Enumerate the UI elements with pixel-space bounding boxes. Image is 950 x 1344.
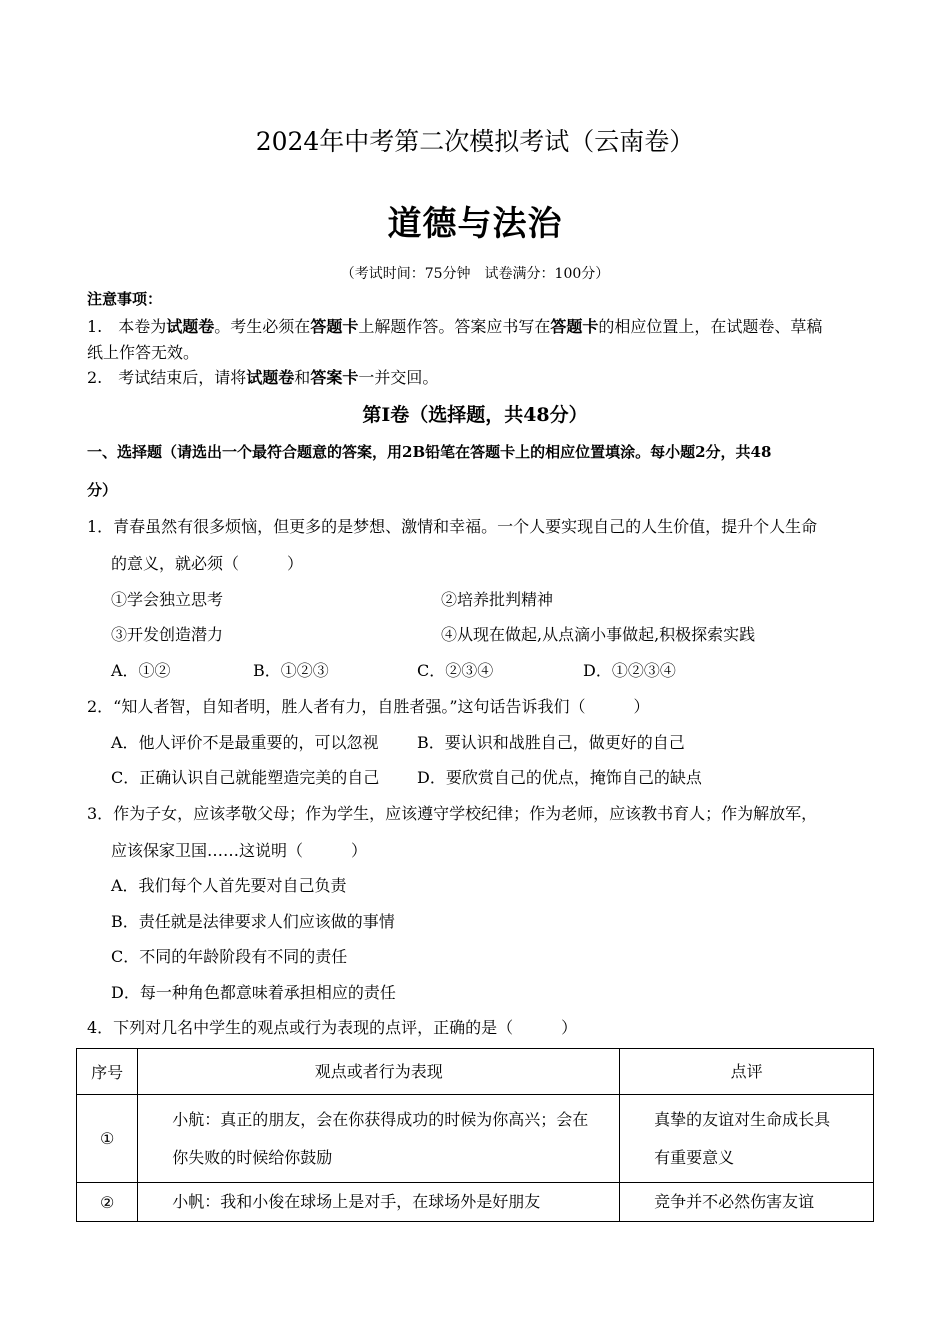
header-cell-comment: 点评 [620, 1049, 874, 1095]
exam-info: （考试时间：75分钟 试卷满分：100分） [340, 266, 610, 282]
header-cell-view: 观点或者行为表现 [138, 1049, 620, 1095]
bold-term: 答题卡 [550, 317, 599, 336]
row-view: 小航：真正的朋友，会在你获得成功的时候为你高兴；会在 你失败的时候给你鼓励 [138, 1095, 620, 1183]
q1-option-c: C．②③④ [417, 661, 494, 680]
q2-stem: 2．“知人者智，自知者明，胜人者有力，自胜者强。”这句话告诉我们（ ） [87, 697, 650, 716]
q1-statement-1: ①学会独立思考 [111, 590, 224, 609]
q2-option-c: C．正确认识自己就能塑造完美的自己 [111, 768, 380, 787]
part-instructions: 一、选择题（请选出一个最符合题意的答案，用2B铅笔在答题卡上的相应位置填涂。每小题2分，共48 [87, 443, 772, 461]
q2-option-d: D．要欣赏自己的优点，掩饰自己的缺点 [417, 768, 702, 787]
bold-term: 试题卷 [166, 317, 215, 336]
header-cell-number: 序号 [77, 1049, 138, 1095]
row-number: ① [77, 1095, 138, 1183]
q1-statement-2: ②培养批判精神 [441, 590, 554, 609]
q2-option-a: A．他人评价不是最重要的，可以忽视 [111, 733, 379, 752]
part-instructions-cont: 分） [87, 481, 118, 499]
q3-stem: 3．作为子女，应该孝敬父母；作为学生，应该遵守学校纪律；作为老师，应该教书育人；作为解放军， [87, 804, 818, 823]
bold-term: 答案卡 [310, 368, 359, 387]
notice-item-1: 1. 本卷为试题卷。考生必须在答题卡上解题作答。答案应书写在答题卡的相应位置上，在试题卷、草稿 [87, 317, 823, 336]
q2-option-b: B．要认识和战胜自己，做更好的自己 [417, 733, 685, 752]
row-view: 小帆：我和小俊在球场上是对手，在球场外是好朋友 [138, 1183, 620, 1222]
table-row [77, 1183, 874, 1222]
notice-item-2: 2. 考试结束后，请将试题卷和答案卡一并交回。 [87, 368, 439, 387]
q1-option-a: A．①② [111, 661, 171, 680]
notice-item-1-cont: 纸上作答无效。 [87, 343, 200, 362]
exam-title: 2024年中考第二次模拟考试（云南卷） [255, 127, 695, 156]
q3-option-d: D．每一种角色都意味着承担相应的责任 [111, 983, 396, 1002]
q3-option-a: A．我们每个人首先要对自己负责 [111, 876, 347, 895]
section-title: 第Ⅰ卷（选择题，共48分） [362, 404, 588, 426]
table-row [77, 1095, 874, 1183]
row-comment: 真挚的友谊对生命成长具 有重要意义 [620, 1095, 874, 1183]
q3-stem-cont: 应该保家卫国……这说明（ ） [111, 841, 368, 860]
table-header-row [77, 1049, 874, 1095]
q1-stem: 1．青春虽然有很多烦恼，但更多的是梦想、激情和幸福。一个人要实现自己的人生价值，提升个人生命 [87, 517, 818, 536]
q4-table [76, 1048, 874, 1222]
q1-option-b: B．①②③ [253, 661, 329, 680]
notice-heading: 注意事项： [87, 290, 163, 308]
q1-statement-4: ④从现在做起,从点滴小事做起,积极探索实践 [441, 625, 756, 644]
subject-title: 道德与法治 [387, 204, 563, 244]
q3-option-c: C．不同的年龄阶段有不同的责任 [111, 947, 348, 966]
q1-option-d: D．①②③④ [583, 661, 676, 680]
q1-stem-cont: 的意义，就必须（ ） [111, 554, 304, 573]
bold-term: 答题卡 [310, 317, 359, 336]
q4-stem: 4．下列对几名中学生的观点或行为表现的点评，正确的是（ ） [87, 1018, 578, 1037]
row-number: ② [77, 1183, 138, 1222]
row-comment: 竞争并不必然伤害友谊 [620, 1183, 874, 1222]
q1-statement-3: ③开发创造潜力 [111, 625, 224, 644]
q3-option-b: B．责任就是法律要求人们应该做的事情 [111, 912, 395, 931]
bold-term: 试题卷 [246, 368, 295, 387]
